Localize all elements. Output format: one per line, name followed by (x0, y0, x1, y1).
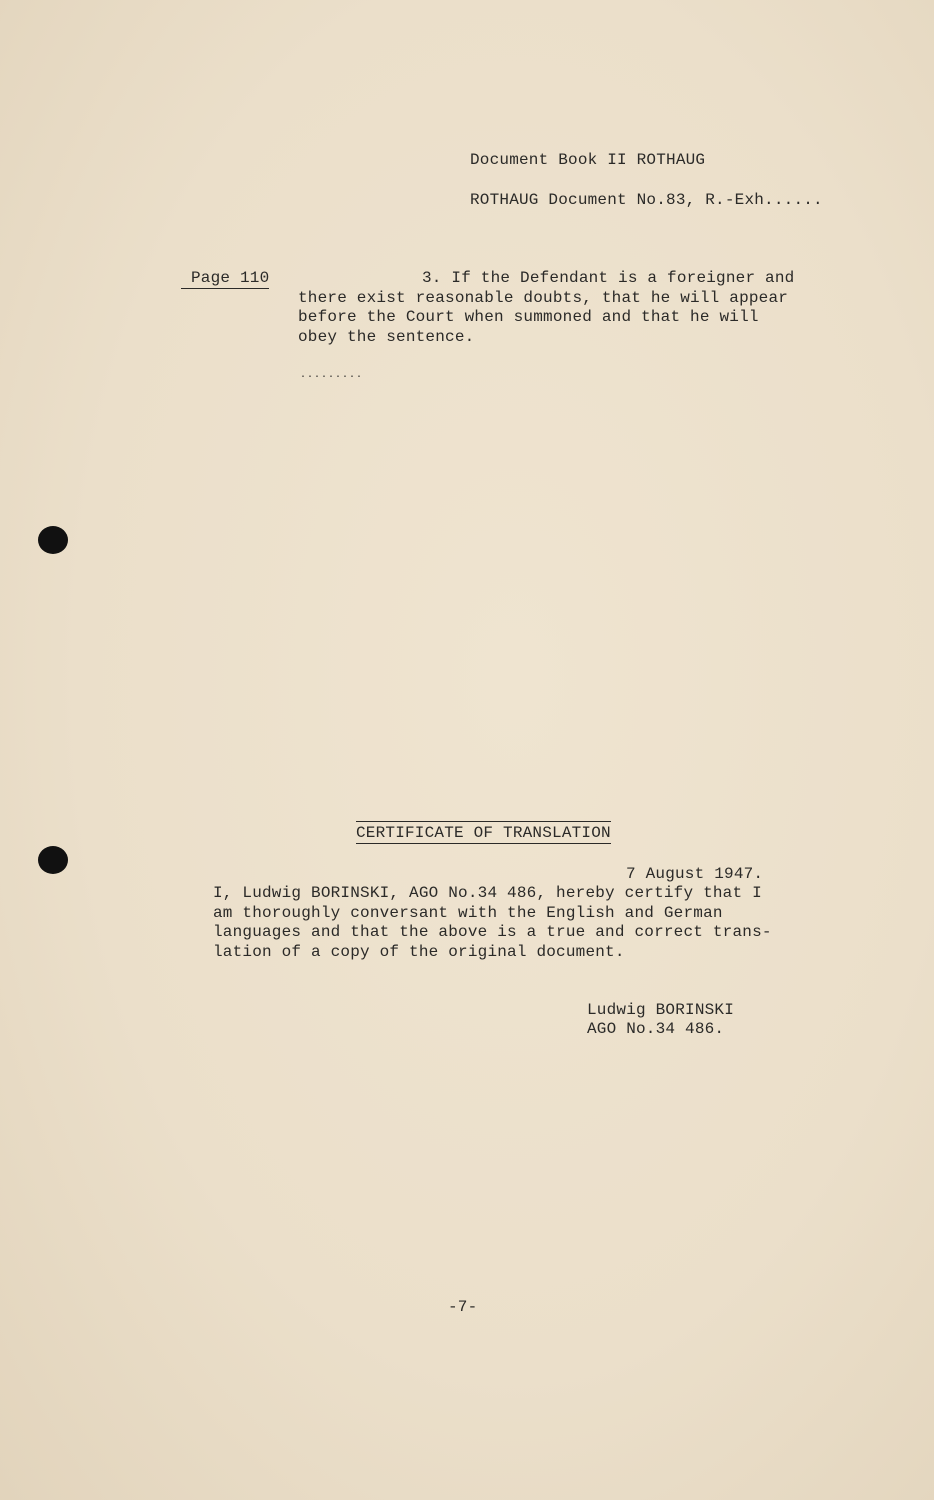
page-reference: Page 110 (181, 268, 269, 289)
paragraph-line-2: there exist reasonable doubts, that he will appear (298, 289, 789, 307)
page-number: -7- (448, 1298, 478, 1316)
ellipsis-separator: ......... (300, 370, 364, 381)
document-number-heading: ROTHAUG Document No.83, R.-Exh...... (470, 191, 823, 209)
punch-hole-upper (38, 526, 68, 554)
certificate-line-2: am thoroughly conversant with the English and German (213, 904, 723, 922)
certificate-line-4: lation of a copy of the original document. (213, 943, 625, 961)
certificate-line-1: I, Ludwig BORINSKI, AGO No.34 486, hereby certify that I (213, 884, 762, 902)
signature-name: Ludwig BORINSKI (587, 1001, 735, 1019)
punch-hole-lower (38, 846, 68, 874)
certificate-date: 7 August 1947. (626, 865, 764, 883)
signature-number: AGO No.34 486. (587, 1020, 725, 1038)
document-book-heading: Document Book II ROTHAUG (470, 151, 706, 169)
paragraph-line-4: obey the sentence. (298, 328, 475, 346)
certificate-title: CERTIFICATE OF TRANSLATION (356, 821, 611, 844)
paragraph-line-3: before the Court when summoned and that he will (298, 308, 759, 326)
certificate-line-3: languages and that the above is a true and correct trans- (213, 923, 772, 941)
paragraph-line-1: 3. If the Defendant is a foreigner and (422, 269, 795, 287)
